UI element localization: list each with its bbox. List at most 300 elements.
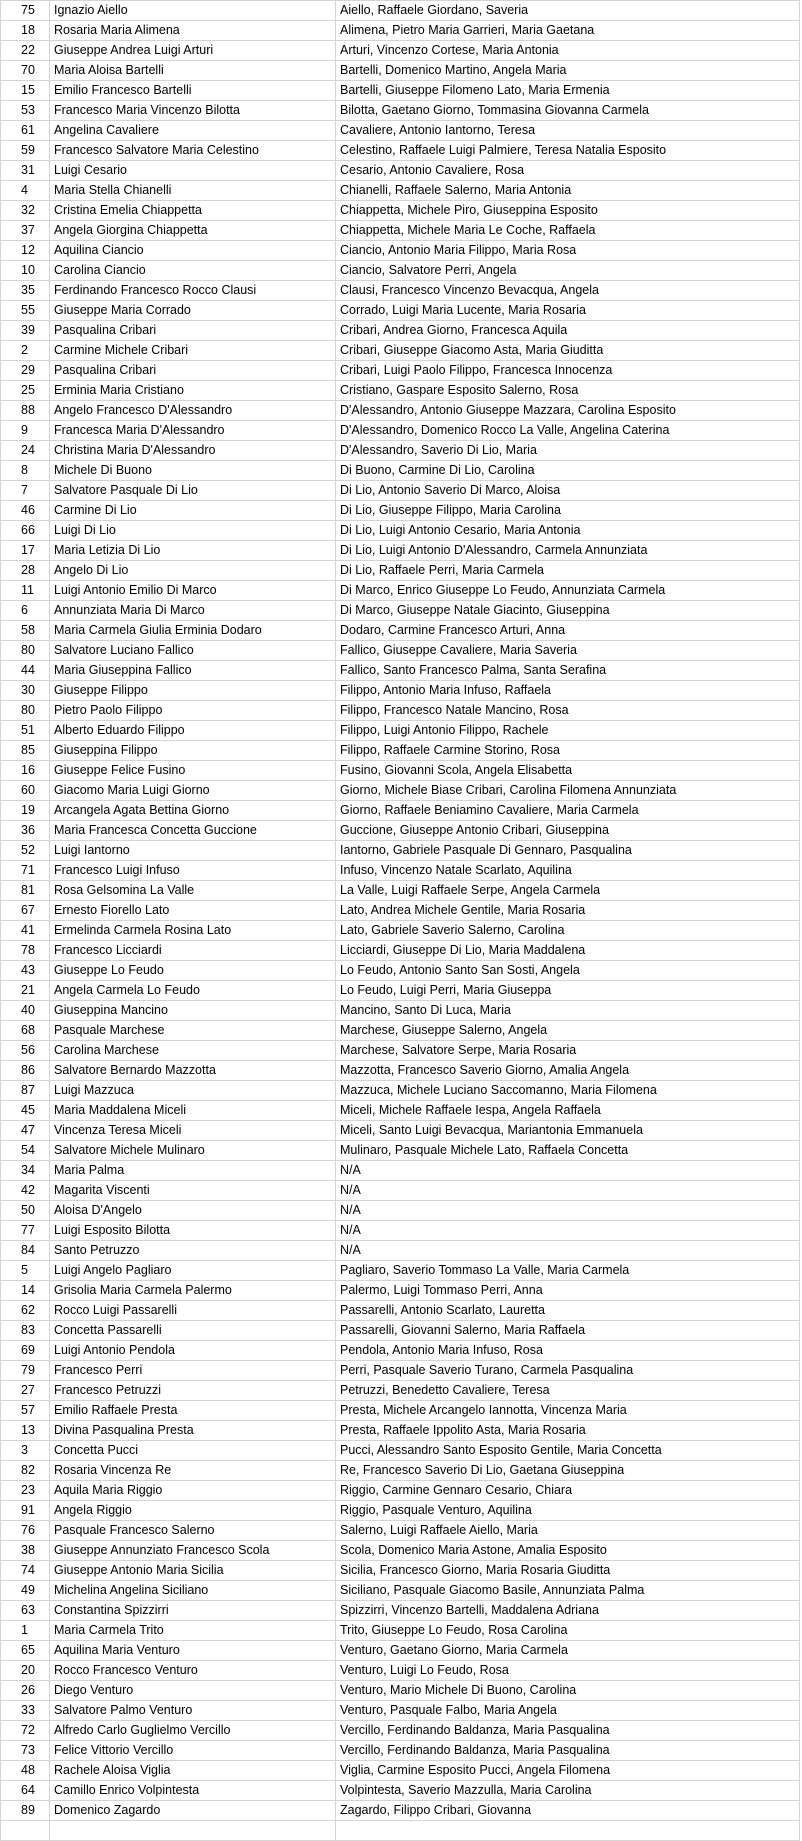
parents-cell[interactable]: Filippo, Raffaele Carmine Storino, Rosa: [336, 741, 800, 761]
parents-cell[interactable]: La Valle, Luigi Raffaele Serpe, Angela Carmela: [336, 881, 800, 901]
parents-cell[interactable]: Chianelli, Raffaele Salerno, Maria Antonia: [336, 181, 800, 201]
table-row: [1, 541, 800, 561]
name-cell[interactable]: Maria Francesca Concetta Guccione: [50, 821, 336, 841]
name-cell[interactable]: Salvatore Michele Mulinaro: [50, 1141, 336, 1161]
name-cell[interactable]: Carolina Marchese: [50, 1041, 336, 1061]
parents-cell[interactable]: Chiappetta, Michele Maria Le Coche, Raffaela: [336, 221, 800, 241]
id-cell[interactable]: 8: [1, 461, 50, 481]
parents-cell[interactable]: Zagardo, Filippo Cribari, Giovanna: [336, 1801, 800, 1821]
name-cell[interactable]: Salvatore Bernardo Mazzotta: [50, 1061, 336, 1081]
table-row: [1, 1221, 800, 1241]
name-cell[interactable]: Rosaria Maria Alimena: [50, 21, 336, 41]
name-cell[interactable]: Francesco Perri: [50, 1361, 336, 1381]
id-cell[interactable]: 45: [1, 1101, 50, 1121]
name-cell[interactable]: Rachele Aloisa Viglia: [50, 1761, 336, 1781]
id-cell[interactable]: 86: [1, 1061, 50, 1081]
name-cell[interactable]: Aloisa D'Angelo: [50, 1201, 336, 1221]
name-cell[interactable]: Giuseppe Annunziato Francesco Scola: [50, 1541, 336, 1561]
id-cell[interactable]: 18: [1, 21, 50, 41]
id-cell[interactable]: 61: [1, 121, 50, 141]
parents-cell[interactable]: Venturo, Pasquale Falbo, Maria Angela: [336, 1701, 800, 1721]
name-cell[interactable]: Luigi Esposito Bilotta: [50, 1221, 336, 1241]
id-cell[interactable]: 37: [1, 221, 50, 241]
table-row: [1, 1401, 800, 1421]
name-cell[interactable]: Maria Palma: [50, 1161, 336, 1181]
parents-cell[interactable]: Fallico, Santo Francesco Palma, Santa Serafina: [336, 661, 800, 681]
name-cell[interactable]: Felice Vittorio Vercillo: [50, 1741, 336, 1761]
table-row: [1, 881, 800, 901]
id-cell[interactable]: 39: [1, 321, 50, 341]
name-cell[interactable]: Rocco Luigi Passarelli: [50, 1301, 336, 1321]
name-cell[interactable]: Giuseppina Mancino: [50, 1001, 336, 1021]
id-cell[interactable]: 74: [1, 1561, 50, 1581]
name-cell[interactable]: Emilio Francesco Bartelli: [50, 81, 336, 101]
parents-cell[interactable]: Re, Francesco Saverio Di Lio, Gaetana Giuseppina: [336, 1461, 800, 1481]
parents-cell[interactable]: Guccione, Giuseppe Antonio Cribari, Giuseppina: [336, 821, 800, 841]
name-cell[interactable]: [50, 1821, 336, 1841]
id-cell[interactable]: 24: [1, 441, 50, 461]
parents-cell[interactable]: Scola, Domenico Maria Astone, Amalia Esposito: [336, 1541, 800, 1561]
name-cell[interactable]: Luigi Cesario: [50, 161, 336, 181]
name-cell[interactable]: Pasquale Marchese: [50, 1021, 336, 1041]
name-cell[interactable]: Rocco Francesco Venturo: [50, 1661, 336, 1681]
name-cell[interactable]: Aquilina Maria Venturo: [50, 1641, 336, 1661]
id-cell[interactable]: 60: [1, 781, 50, 801]
parents-cell[interactable]: N/A: [336, 1201, 800, 1221]
name-cell[interactable]: Aquila Maria Riggio: [50, 1481, 336, 1501]
id-cell[interactable]: 52: [1, 841, 50, 861]
name-cell[interactable]: Angelo Di Lio: [50, 561, 336, 581]
id-cell[interactable]: 1: [1, 1621, 50, 1641]
id-cell[interactable]: 89: [1, 1801, 50, 1821]
parents-cell[interactable]: Pucci, Alessandro Santo Esposito Gentile, Maria Concetta: [336, 1441, 800, 1461]
id-cell[interactable]: 21: [1, 981, 50, 1001]
id-cell[interactable]: 20: [1, 1661, 50, 1681]
id-cell[interactable]: 84: [1, 1241, 50, 1261]
name-cell[interactable]: Maria Aloisa Bartelli: [50, 61, 336, 81]
parents-cell[interactable]: Dodaro, Carmine Francesco Arturi, Anna: [336, 621, 800, 641]
table-row: [1, 301, 800, 321]
parents-cell[interactable]: Bartelli, Domenico Martino, Angela Maria: [336, 61, 800, 81]
table-row: [1, 1001, 800, 1021]
name-cell[interactable]: Rosaria Vincenza Re: [50, 1461, 336, 1481]
name-cell[interactable]: Camillo Enrico Volpintesta: [50, 1781, 336, 1801]
id-cell[interactable]: 42: [1, 1181, 50, 1201]
parents-cell[interactable]: Cavaliere, Antonio Iantorno, Teresa: [336, 121, 800, 141]
table-row: [1, 201, 800, 221]
id-cell[interactable]: 13: [1, 1421, 50, 1441]
name-cell[interactable]: Francesco Salvatore Maria Celestino: [50, 141, 336, 161]
parents-cell[interactable]: Cribari, Andrea Giorno, Francesca Aquila: [336, 321, 800, 341]
id-cell[interactable]: 41: [1, 921, 50, 941]
name-cell[interactable]: Angelo Francesco D'Alessandro: [50, 401, 336, 421]
name-cell[interactable]: Annunziata Maria Di Marco: [50, 601, 336, 621]
name-cell[interactable]: Alfredo Carlo Guglielmo Vercillo: [50, 1721, 336, 1741]
name-cell[interactable]: Giacomo Maria Luigi Giorno: [50, 781, 336, 801]
parents-cell[interactable]: Presta, Michele Arcangelo Iannotta, Vincenza Maria: [336, 1401, 800, 1421]
parents-cell[interactable]: Fusino, Giovanni Scola, Angela Elisabetta: [336, 761, 800, 781]
parents-cell[interactable]: Vercillo, Ferdinando Baldanza, Maria Pasqualina: [336, 1741, 800, 1761]
id-cell[interactable]: 25: [1, 381, 50, 401]
name-cell[interactable]: Giuseppina Filippo: [50, 741, 336, 761]
parents-cell[interactable]: N/A: [336, 1181, 800, 1201]
name-cell[interactable]: Ermelinda Carmela Rosina Lato: [50, 921, 336, 941]
id-cell[interactable]: 3: [1, 1441, 50, 1461]
id-cell[interactable]: 67: [1, 901, 50, 921]
parents-cell[interactable]: Miceli, Michele Raffaele Iespa, Angela Raffaela: [336, 1101, 800, 1121]
id-cell[interactable]: 17: [1, 541, 50, 561]
name-cell[interactable]: Alberto Eduardo Filippo: [50, 721, 336, 741]
name-cell[interactable]: Rosa Gelsomina La Valle: [50, 881, 336, 901]
id-cell[interactable]: 49: [1, 1581, 50, 1601]
name-cell[interactable]: Pietro Paolo Filippo: [50, 701, 336, 721]
id-cell[interactable]: 47: [1, 1121, 50, 1141]
name-cell[interactable]: Francesca Maria D'Alessandro: [50, 421, 336, 441]
name-cell[interactable]: Michelina Angelina Siciliano: [50, 1581, 336, 1601]
id-cell[interactable]: 56: [1, 1041, 50, 1061]
parents-cell[interactable]: Salerno, Luigi Raffaele Aiello, Maria: [336, 1521, 800, 1541]
parents-cell[interactable]: Infuso, Vincenzo Natale Scarlato, Aquilina: [336, 861, 800, 881]
name-cell[interactable]: Luigi Angelo Pagliaro: [50, 1261, 336, 1281]
id-cell[interactable]: 11: [1, 581, 50, 601]
id-cell[interactable]: 83: [1, 1321, 50, 1341]
parents-cell[interactable]: D'Alessandro, Antonio Giuseppe Mazzara, Carolina Esposito: [336, 401, 800, 421]
name-cell[interactable]: Carolina Ciancio: [50, 261, 336, 281]
id-cell[interactable]: 7: [1, 481, 50, 501]
id-cell[interactable]: 19: [1, 801, 50, 821]
parents-cell[interactable]: Alimena, Pietro Maria Garrieri, Maria Gaetana: [336, 21, 800, 41]
id-cell[interactable]: 65: [1, 1641, 50, 1661]
table-row: [1, 641, 800, 661]
parents-cell[interactable]: Riggio, Carmine Gennaro Cesario, Chiara: [336, 1481, 800, 1501]
table-row: [1, 221, 800, 241]
table-row: [1, 1481, 800, 1501]
name-cell[interactable]: Grisolia Maria Carmela Palermo: [50, 1281, 336, 1301]
id-cell[interactable]: 54: [1, 1141, 50, 1161]
parents-cell[interactable]: Volpintesta, Saverio Mazzulla, Maria Carolina: [336, 1781, 800, 1801]
id-cell[interactable]: 55: [1, 301, 50, 321]
name-cell[interactable]: Arcangela Agata Bettina Giorno: [50, 801, 336, 821]
id-cell[interactable]: 85: [1, 741, 50, 761]
parents-cell[interactable]: Giorno, Michele Biase Cribari, Carolina Filomena Annunziata: [336, 781, 800, 801]
id-cell[interactable]: 33: [1, 1701, 50, 1721]
id-cell[interactable]: 9: [1, 421, 50, 441]
parents-cell[interactable]: Ciancio, Salvatore Perri, Angela: [336, 261, 800, 281]
name-cell[interactable]: Christina Maria D'Alessandro: [50, 441, 336, 461]
name-cell[interactable]: Carmine Michele Cribari: [50, 341, 336, 361]
id-cell[interactable]: 43: [1, 961, 50, 981]
name-cell[interactable]: Constantina Spizzirri: [50, 1601, 336, 1621]
id-cell[interactable]: 14: [1, 1281, 50, 1301]
parents-cell[interactable]: Mazzuca, Michele Luciano Saccomanno, Maria Filomena: [336, 1081, 800, 1101]
name-cell[interactable]: Concetta Pucci: [50, 1441, 336, 1461]
id-cell[interactable]: 2: [1, 341, 50, 361]
id-cell[interactable]: 29: [1, 361, 50, 381]
id-cell[interactable]: 31: [1, 161, 50, 181]
name-cell[interactable]: Pasqualina Cribari: [50, 361, 336, 381]
table-row: [1, 1661, 800, 1681]
id-cell[interactable]: 26: [1, 1681, 50, 1701]
parents-cell[interactable]: Lo Feudo, Luigi Perri, Maria Giuseppa: [336, 981, 800, 1001]
id-cell[interactable]: 46: [1, 501, 50, 521]
name-cell[interactable]: Angelina Cavaliere: [50, 121, 336, 141]
id-cell[interactable]: 77: [1, 1221, 50, 1241]
parents-cell[interactable]: [336, 1821, 800, 1841]
name-cell[interactable]: Salvatore Pasquale Di Lio: [50, 481, 336, 501]
id-cell[interactable]: 70: [1, 61, 50, 81]
name-cell[interactable]: Michele Di Buono: [50, 461, 336, 481]
name-cell[interactable]: Luigi Antonio Emilio Di Marco: [50, 581, 336, 601]
parents-cell[interactable]: Ciancio, Antonio Maria Filippo, Maria Rosa: [336, 241, 800, 261]
parents-cell[interactable]: Marchese, Giuseppe Salerno, Angela: [336, 1021, 800, 1041]
parents-cell[interactable]: Fallico, Giuseppe Cavaliere, Maria Saveria: [336, 641, 800, 661]
parents-cell[interactable]: Cribari, Luigi Paolo Filippo, Francesca Innocenza: [336, 361, 800, 381]
parents-cell[interactable]: Presta, Raffaele Ippolito Asta, Maria Rosaria: [336, 1421, 800, 1441]
parents-cell[interactable]: Licciardi, Giuseppe Di Lio, Maria Maddalena: [336, 941, 800, 961]
name-cell[interactable]: Ferdinando Francesco Rocco Clausi: [50, 281, 336, 301]
parents-cell[interactable]: Di Marco, Giuseppe Natale Giacinto, Giuseppina: [336, 601, 800, 621]
id-cell[interactable]: 23: [1, 1481, 50, 1501]
id-cell[interactable]: 82: [1, 1461, 50, 1481]
name-cell[interactable]: Giuseppe Antonio Maria Sicilia: [50, 1561, 336, 1581]
table-row: [1, 1241, 800, 1261]
parents-cell[interactable]: Di Buono, Carmine Di Lio, Carolina: [336, 461, 800, 481]
parents-cell[interactable]: Di Lio, Luigi Antonio Cesario, Maria Antonia: [336, 521, 800, 541]
id-cell[interactable]: 80: [1, 641, 50, 661]
id-cell[interactable]: 28: [1, 561, 50, 581]
name-cell[interactable]: Giuseppe Filippo: [50, 681, 336, 701]
id-cell[interactable]: 50: [1, 1201, 50, 1221]
parents-cell[interactable]: Marchese, Salvatore Serpe, Maria Rosaria: [336, 1041, 800, 1061]
parents-cell[interactable]: Cesario, Antonio Cavaliere, Rosa: [336, 161, 800, 181]
id-cell[interactable]: 27: [1, 1381, 50, 1401]
id-cell[interactable]: 72: [1, 1721, 50, 1741]
parents-cell[interactable]: Filippo, Luigi Antonio Filippo, Rachele: [336, 721, 800, 741]
table-row: [1, 1161, 800, 1181]
name-cell[interactable]: Giuseppe Lo Feudo: [50, 961, 336, 981]
parents-cell[interactable]: Mancino, Santo Di Luca, Maria: [336, 1001, 800, 1021]
parents-cell[interactable]: N/A: [336, 1161, 800, 1181]
parents-cell[interactable]: Spizzirri, Vincenzo Bartelli, Maddalena Adriana: [336, 1601, 800, 1621]
name-cell[interactable]: Francesco Petruzzi: [50, 1381, 336, 1401]
name-cell[interactable]: Francesco Maria Vincenzo Bilotta: [50, 101, 336, 121]
id-cell[interactable]: 4: [1, 181, 50, 201]
name-cell[interactable]: Ignazio Aiello: [50, 1, 336, 21]
name-cell[interactable]: Domenico Zagardo: [50, 1801, 336, 1821]
id-cell[interactable]: 35: [1, 281, 50, 301]
id-cell[interactable]: 51: [1, 721, 50, 741]
id-cell[interactable]: 32: [1, 201, 50, 221]
name-cell[interactable]: Ernesto Fiorello Lato: [50, 901, 336, 921]
table-row: [1, 121, 800, 141]
parents-cell[interactable]: N/A: [336, 1241, 800, 1261]
name-cell[interactable]: Santo Petruzzo: [50, 1241, 336, 1261]
parents-cell[interactable]: Di Lio, Raffaele Perri, Maria Carmela: [336, 561, 800, 581]
parents-cell[interactable]: Corrado, Luigi Maria Lucente, Maria Rosaria: [336, 301, 800, 321]
name-cell[interactable]: Francesco Luigi Infuso: [50, 861, 336, 881]
name-cell[interactable]: Salvatore Palmo Venturo: [50, 1701, 336, 1721]
name-cell[interactable]: Luigi Mazzuca: [50, 1081, 336, 1101]
id-cell[interactable]: 53: [1, 101, 50, 121]
id-cell[interactable]: 64: [1, 1781, 50, 1801]
parents-cell[interactable]: Venturo, Luigi Lo Feudo, Rosa: [336, 1661, 800, 1681]
id-cell[interactable]: 34: [1, 1161, 50, 1181]
parents-cell[interactable]: Cribari, Giuseppe Giacomo Asta, Maria Giuditta: [336, 341, 800, 361]
table-row: [1, 681, 800, 701]
parents-cell[interactable]: Venturo, Mario Michele Di Buono, Carolina: [336, 1681, 800, 1701]
parents-cell[interactable]: Aiello, Raffaele Giordano, Saveria: [336, 1, 800, 21]
name-cell[interactable]: Vincenza Teresa Miceli: [50, 1121, 336, 1141]
parents-cell[interactable]: Pagliaro, Saverio Tommaso La Valle, Maria Carmela: [336, 1261, 800, 1281]
parents-cell[interactable]: Bilotta, Gaetano Giorno, Tommasina Giovanna Carmela: [336, 101, 800, 121]
table-row: [1, 781, 800, 801]
name-cell[interactable]: Luigi Di Lio: [50, 521, 336, 541]
name-cell[interactable]: Diego Venturo: [50, 1681, 336, 1701]
parents-cell[interactable]: Palermo, Luigi Tommaso Perri, Anna: [336, 1281, 800, 1301]
id-cell[interactable]: 40: [1, 1001, 50, 1021]
id-cell[interactable]: 68: [1, 1021, 50, 1041]
id-cell[interactable]: 6: [1, 601, 50, 621]
parents-cell[interactable]: Bartelli, Giuseppe Filomeno Lato, Maria Ermenia: [336, 81, 800, 101]
id-cell[interactable]: 66: [1, 521, 50, 541]
id-cell[interactable]: 69: [1, 1341, 50, 1361]
parents-cell[interactable]: N/A: [336, 1221, 800, 1241]
name-cell[interactable]: Maria Stella Chianelli: [50, 181, 336, 201]
parents-cell[interactable]: Lato, Gabriele Saverio Salerno, Carolina: [336, 921, 800, 941]
id-cell[interactable]: 36: [1, 821, 50, 841]
table-row: [1, 1421, 800, 1441]
id-cell[interactable]: 59: [1, 141, 50, 161]
name-cell[interactable]: Aquilina Ciancio: [50, 241, 336, 261]
table-row: [1, 821, 800, 841]
table-row: [1, 1361, 800, 1381]
name-cell[interactable]: Emilio Raffaele Presta: [50, 1401, 336, 1421]
id-cell[interactable]: 62: [1, 1301, 50, 1321]
parents-cell[interactable]: Di Lio, Giuseppe Filippo, Maria Carolina: [336, 501, 800, 521]
id-cell[interactable]: 12: [1, 241, 50, 261]
id-cell[interactable]: 10: [1, 261, 50, 281]
table-row: [1, 801, 800, 821]
name-cell[interactable]: Divina Pasqualina Presta: [50, 1421, 336, 1441]
parents-cell[interactable]: Venturo, Gaetano Giorno, Maria Carmela: [336, 1641, 800, 1661]
id-cell[interactable]: 15: [1, 81, 50, 101]
table-row: [1, 281, 800, 301]
parents-cell[interactable]: Pendola, Antonio Maria Infuso, Rosa: [336, 1341, 800, 1361]
parents-cell[interactable]: Mazzotta, Francesco Saverio Giorno, Amalia Angela: [336, 1061, 800, 1081]
parents-cell[interactable]: Iantorno, Gabriele Pasquale Di Gennaro, Pasqualina: [336, 841, 800, 861]
name-cell[interactable]: Luigi Antonio Pendola: [50, 1341, 336, 1361]
id-cell[interactable]: 87: [1, 1081, 50, 1101]
parents-cell[interactable]: Sicilia, Francesco Giorno, Maria Rosaria Giuditta: [336, 1561, 800, 1581]
name-cell[interactable]: Maria Maddalena Miceli: [50, 1101, 336, 1121]
parents-cell[interactable]: Clausi, Francesco Vincenzo Bevacqua, Angela: [336, 281, 800, 301]
parents-cell[interactable]: Lato, Andrea Michele Gentile, Maria Rosaria: [336, 901, 800, 921]
parents-cell[interactable]: Cristiano, Gaspare Esposito Salerno, Rosa: [336, 381, 800, 401]
id-cell[interactable]: 44: [1, 661, 50, 681]
parents-cell[interactable]: Celestino, Raffaele Luigi Palmiere, Teresa Natalia Esposito: [336, 141, 800, 161]
table-row: [1, 1541, 800, 1561]
id-cell[interactable]: 78: [1, 941, 50, 961]
parents-cell[interactable]: Di Marco, Enrico Giuseppe Lo Feudo, Annunziata Carmela: [336, 581, 800, 601]
parents-cell[interactable]: Chiappetta, Michele Piro, Giuseppina Esposito: [336, 201, 800, 221]
id-cell[interactable]: 79: [1, 1361, 50, 1381]
name-cell[interactable]: Giuseppe Maria Corrado: [50, 301, 336, 321]
parents-cell[interactable]: Di Lio, Luigi Antonio D'Alessandro, Carmela Annunziata: [336, 541, 800, 561]
id-cell[interactable]: [1, 1821, 50, 1841]
id-cell[interactable]: 48: [1, 1761, 50, 1781]
name-cell[interactable]: Salvatore Luciano Fallico: [50, 641, 336, 661]
name-cell[interactable]: Luigi Iantorno: [50, 841, 336, 861]
id-cell[interactable]: 73: [1, 1741, 50, 1761]
name-cell[interactable]: Maria Giuseppina Fallico: [50, 661, 336, 681]
name-cell[interactable]: Concetta Passarelli: [50, 1321, 336, 1341]
id-cell[interactable]: 30: [1, 681, 50, 701]
parents-cell[interactable]: Vercillo, Ferdinando Baldanza, Maria Pasqualina: [336, 1721, 800, 1741]
name-cell[interactable]: Erminia Maria Cristiano: [50, 381, 336, 401]
id-cell[interactable]: 63: [1, 1601, 50, 1621]
table-row: [1, 161, 800, 181]
parents-cell[interactable]: Miceli, Santo Luigi Bevacqua, Mariantonia Emmanuela: [336, 1121, 800, 1141]
parents-cell[interactable]: Arturi, Vincenzo Cortese, Maria Antonia: [336, 41, 800, 61]
parents-cell[interactable]: Filippo, Francesco Natale Mancino, Rosa: [336, 701, 800, 721]
name-cell[interactable]: Maria Letizia Di Lio: [50, 541, 336, 561]
parents-cell[interactable]: Petruzzi, Benedetto Cavaliere, Teresa: [336, 1381, 800, 1401]
parents-cell[interactable]: Lo Feudo, Antonio Santo San Sosti, Angela: [336, 961, 800, 981]
parents-cell[interactable]: Di Lio, Antonio Saverio Di Marco, Aloisa: [336, 481, 800, 501]
id-cell[interactable]: 76: [1, 1521, 50, 1541]
parents-cell[interactable]: Passarelli, Giovanni Salerno, Maria Raffaela: [336, 1321, 800, 1341]
id-cell[interactable]: 81: [1, 881, 50, 901]
parents-cell[interactable]: D'Alessandro, Saverio Di Lio, Maria: [336, 441, 800, 461]
table-row: [1, 321, 800, 341]
name-cell[interactable]: Angela Carmela Lo Feudo: [50, 981, 336, 1001]
name-cell[interactable]: Angela Riggio: [50, 1501, 336, 1521]
name-cell[interactable]: Angela Giorgina Chiappetta: [50, 221, 336, 241]
parents-cell[interactable]: Siciliano, Pasquale Giacomo Basile, Annunziata Palma: [336, 1581, 800, 1601]
id-cell[interactable]: 80: [1, 701, 50, 721]
parents-cell[interactable]: Passarelli, Antonio Scarlato, Lauretta: [336, 1301, 800, 1321]
id-cell[interactable]: 91: [1, 1501, 50, 1521]
id-cell[interactable]: 75: [1, 1, 50, 21]
id-cell[interactable]: 38: [1, 1541, 50, 1561]
name-cell[interactable]: Maria Carmela Giulia Erminia Dodaro: [50, 621, 336, 641]
parents-cell[interactable]: Riggio, Pasquale Venturo, Aquilina: [336, 1501, 800, 1521]
id-cell[interactable]: 71: [1, 861, 50, 881]
parents-cell[interactable]: Trito, Giuseppe Lo Feudo, Rosa Carolina: [336, 1621, 800, 1641]
name-cell[interactable]: Pasquale Francesco Salerno: [50, 1521, 336, 1541]
name-cell[interactable]: Pasqualina Cribari: [50, 321, 336, 341]
name-cell[interactable]: Giuseppe Andrea Luigi Arturi: [50, 41, 336, 61]
id-cell[interactable]: 58: [1, 621, 50, 641]
name-cell[interactable]: Maria Carmela Trito: [50, 1621, 336, 1641]
name-cell[interactable]: Giuseppe Felice Fusino: [50, 761, 336, 781]
id-cell[interactable]: 5: [1, 1261, 50, 1281]
name-cell[interactable]: Cristina Emelia Chiappetta: [50, 201, 336, 221]
id-cell[interactable]: 88: [1, 401, 50, 421]
name-cell[interactable]: Francesco Licciardi: [50, 941, 336, 961]
id-cell[interactable]: 22: [1, 41, 50, 61]
parents-cell[interactable]: Giorno, Raffaele Beniamino Cavaliere, Maria Carmela: [336, 801, 800, 821]
name-cell[interactable]: Magarita Viscenti: [50, 1181, 336, 1201]
parents-cell[interactable]: Mulinaro, Pasquale Michele Lato, Raffaela Concetta: [336, 1141, 800, 1161]
parents-cell[interactable]: Perri, Pasquale Saverio Turano, Carmela Pasqualina: [336, 1361, 800, 1381]
id-cell[interactable]: 16: [1, 761, 50, 781]
parents-cell[interactable]: Filippo, Antonio Maria Infuso, Raffaela: [336, 681, 800, 701]
parents-cell[interactable]: Viglia, Carmine Esposito Pucci, Angela Filomena: [336, 1761, 800, 1781]
name-cell[interactable]: Carmine Di Lio: [50, 501, 336, 521]
id-cell[interactable]: 57: [1, 1401, 50, 1421]
parents-cell[interactable]: D'Alessandro, Domenico Rocco La Valle, Angelina Caterina: [336, 421, 800, 441]
